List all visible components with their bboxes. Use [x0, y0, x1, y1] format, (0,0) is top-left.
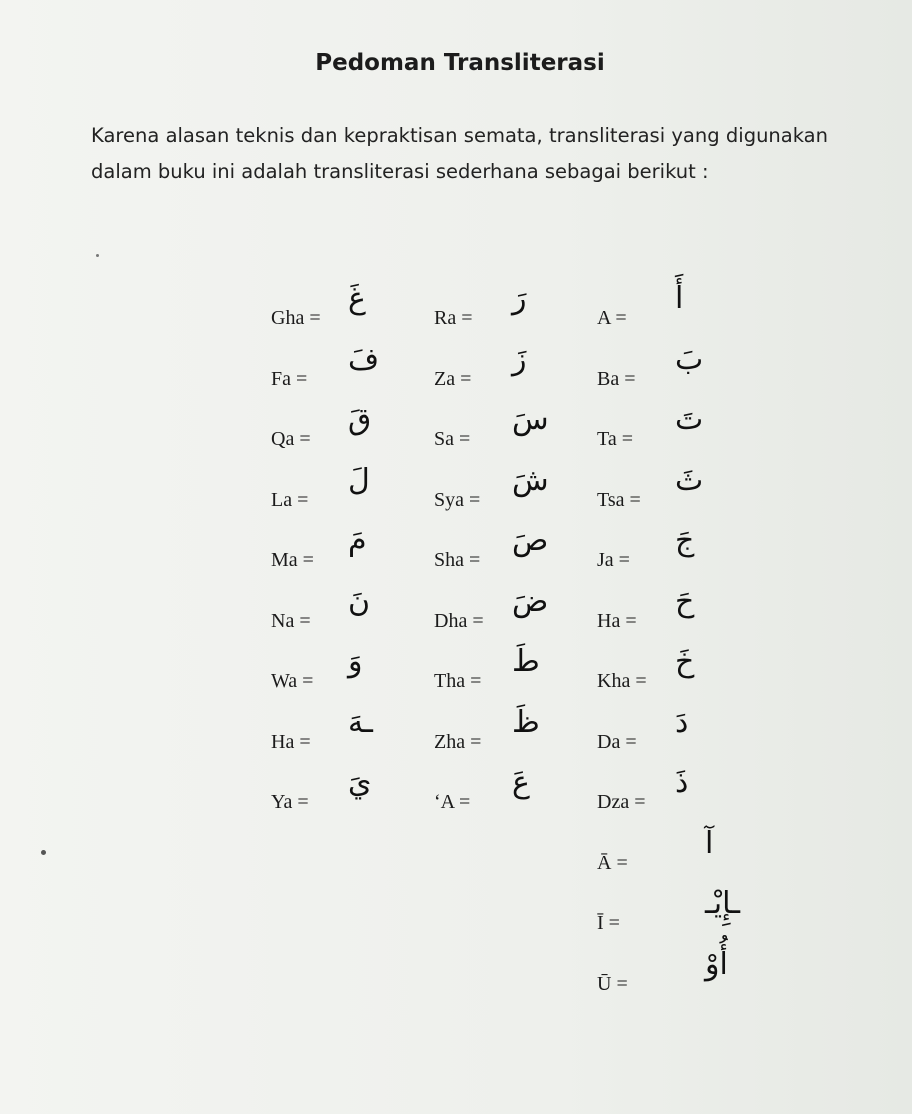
- latin-label: Ha =: [597, 609, 637, 632]
- page-title: Pedoman Transliterasi: [315, 50, 605, 76]
- latin-label: Sa =: [434, 428, 471, 450]
- arabic-letter: زَ: [512, 341, 527, 377]
- arabic-letter: ـإِيْـ: [705, 886, 741, 921]
- speck-mark: [41, 850, 46, 855]
- arabic-letter: نَ: [348, 583, 371, 619]
- arabic-letter: ثَ: [675, 462, 704, 498]
- latin-label: Dza =: [597, 791, 646, 813]
- arabic-letter: خَ: [675, 644, 695, 679]
- arabic-letter: عَ: [512, 765, 530, 800]
- latin-label: A =: [597, 307, 627, 329]
- arabic-letter: دَ: [675, 704, 689, 740]
- latin-label: Na =: [271, 609, 311, 632]
- latin-label: Fa =: [271, 367, 308, 390]
- latin-label: Ta =: [597, 428, 633, 450]
- latin-label: Ja =: [597, 549, 630, 571]
- latin-label: Tha =: [434, 670, 482, 692]
- arabic-letter: رَ: [512, 281, 527, 316]
- arabic-letter: ذَ: [675, 765, 689, 800]
- arabic-letter: سَ: [512, 402, 549, 437]
- latin-label: Ha =: [271, 730, 311, 753]
- latin-label: Sha =: [434, 549, 481, 571]
- arabic-letter: وَ: [348, 644, 363, 679]
- intro-paragraph: Karena alasan teknis dan kepraktisan semata, transliterasi yang digunakan dalam buku ini adalah transliterasi sederhana sebagai berikut :: [91, 124, 828, 183]
- arabic-letter: مَ: [348, 523, 367, 558]
- arabic-letter: ـهَ: [348, 704, 373, 740]
- latin-label: ‘A =: [434, 791, 471, 813]
- latin-label: Gha =: [271, 307, 321, 329]
- latin-label: Sya =: [434, 488, 481, 511]
- latin-label: Ū =: [597, 972, 628, 995]
- latin-label: Tsa =: [597, 488, 641, 511]
- latin-label: La =: [271, 488, 309, 511]
- arabic-letter: آ: [705, 825, 714, 861]
- speck-mark: [96, 254, 99, 257]
- arabic-letter: قَ: [348, 402, 372, 437]
- arabic-letter: صَ: [512, 523, 549, 558]
- latin-label: Dha =: [434, 609, 484, 632]
- latin-label: Za =: [434, 367, 472, 390]
- arabic-letter: فَ: [348, 341, 380, 377]
- arabic-letter: ظَ: [512, 704, 540, 740]
- arabic-letter: أُوْ: [705, 946, 728, 982]
- arabic-letter: لَ: [348, 462, 370, 498]
- arabic-letter: جَ: [675, 523, 695, 558]
- arabic-letter: تَ: [675, 402, 704, 437]
- latin-label: Ī =: [597, 912, 620, 934]
- arabic-letter: يَ: [348, 765, 372, 800]
- arabic-letter: شَ: [512, 462, 549, 498]
- arabic-letter: حَ: [675, 583, 695, 619]
- latin-label: Ra =: [434, 307, 473, 329]
- latin-label: Qa =: [271, 428, 311, 450]
- latin-label: Ba =: [597, 367, 636, 390]
- latin-label: Kha =: [597, 670, 647, 692]
- latin-label: Wa =: [271, 670, 314, 692]
- arabic-letter: أَ: [675, 281, 684, 316]
- latin-label: Da =: [597, 730, 637, 753]
- arabic-letter: ضَ: [512, 583, 549, 619]
- latin-label: Zha =: [434, 730, 482, 753]
- latin-label: Ā =: [597, 851, 628, 874]
- latin-label: Ma =: [271, 549, 314, 571]
- latin-label: Ya =: [271, 791, 309, 813]
- arabic-letter: بَ: [675, 341, 704, 377]
- arabic-letter: غَ: [348, 281, 366, 316]
- arabic-letter: طَ: [512, 644, 540, 679]
